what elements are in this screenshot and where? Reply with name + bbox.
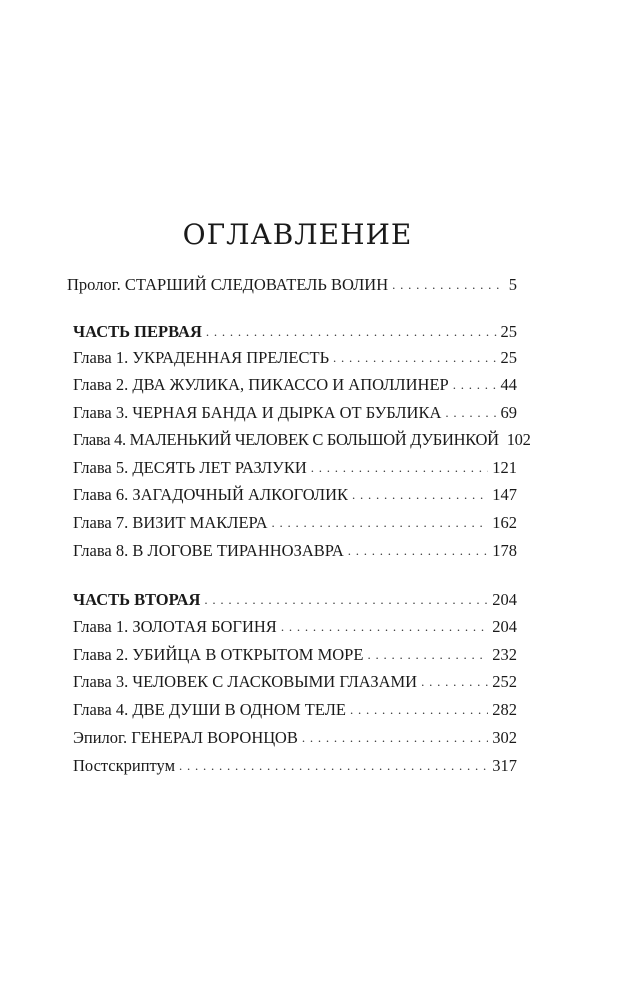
dot-leader: [367, 647, 488, 663]
toc-entry-chapter: [73, 700, 517, 722]
toc-part-heading: ЧАСТЬ ВТОРАЯ: [73, 590, 201, 609]
dot-leader: [206, 324, 497, 340]
toc-page-number: 204: [492, 617, 517, 636]
page-title: ОГЛАВЛЕНИЕ: [182, 218, 413, 251]
toc-entry-label: Глава 6. ЗАГАДОЧНЫЙ АЛКОГОЛИК: [73, 485, 348, 504]
dot-leader: [272, 515, 489, 531]
dot-leader: [179, 758, 488, 774]
toc-entry-part-1: [73, 322, 517, 344]
toc-entry-label: Пролог. СТАРШИЙ СЛЕДОВАТЕЛЬ ВОЛИН: [67, 275, 389, 294]
toc-entry-chapter: [73, 485, 517, 507]
toc-part-heading: ЧАСТЬ ПЕРВАЯ: [73, 322, 202, 341]
toc-page-number: 204: [492, 590, 517, 609]
toc-entry-label: Глава 7. ВИЗИТ МАКЛЕРА: [73, 513, 268, 532]
toc-entry-label: Глава 5. ДЕСЯТЬ ЛЕТ РАЗЛУКИ: [73, 458, 307, 477]
toc-entry-epilogue: [73, 728, 517, 750]
dot-leader: [302, 730, 488, 746]
dot-leader: [453, 377, 497, 393]
toc-entry-chapter: [73, 430, 531, 452]
toc-entry-label: Глава 2. ДВА ЖУЛИКА, ПИКАССО И АПОЛЛИНЕР: [73, 375, 449, 394]
toc-page-number: 102: [506, 430, 531, 449]
dot-leader: [204, 592, 488, 608]
toc-entry-label: Постскриптум: [73, 756, 176, 775]
toc-entry-chapter: [73, 541, 517, 563]
toc-entry-label: Глава 4. МАЛЕНЬКИЙ ЧЕЛОВЕК С БОЛЬШОЙ ДУБИНКОЙ: [73, 430, 499, 449]
dot-leader: [311, 460, 488, 476]
dot-leader: [352, 487, 488, 503]
toc-entry-chapter: [73, 458, 517, 480]
toc-entry-label: Глава 3. ЧЕРНАЯ БАНДА И ДЫРКА ОТ БУБЛИКА: [73, 403, 442, 422]
toc-page-number: 317: [492, 756, 517, 775]
toc-entry-part-2: [73, 590, 517, 612]
toc-page-number: 121: [492, 458, 517, 477]
dot-leader: [350, 702, 488, 718]
toc-entry-chapter: [73, 617, 517, 639]
dot-leader: [392, 277, 505, 293]
dot-leader: [421, 674, 488, 690]
toc-page-number: 25: [500, 348, 517, 367]
dot-leader: [281, 619, 488, 635]
toc-entry-chapter: [73, 375, 517, 397]
toc-entry-label: Глава 8. В ЛОГОВЕ ТИРАННОЗАВРА: [73, 541, 344, 560]
toc-page-number: 44: [500, 375, 517, 394]
toc-page-number: 252: [492, 672, 517, 691]
dot-leader: [445, 405, 496, 421]
toc-entry-chapter: [73, 513, 517, 535]
toc-entry-label: Глава 1. УКРАДЕННАЯ ПРЕЛЕСТЬ: [73, 348, 330, 367]
toc-entry-chapter: [73, 672, 517, 694]
toc-page-number: 232: [492, 645, 517, 664]
toc-entry-chapter: [73, 403, 517, 425]
toc-page-number: 302: [492, 728, 517, 747]
toc-page-number: 69: [500, 403, 517, 422]
toc-entry-label: Глава 3. ЧЕЛОВЕК С ЛАСКОВЫМИ ГЛАЗАМИ: [73, 672, 418, 691]
toc-entry-chapter: [73, 645, 517, 667]
dot-leader: [333, 350, 496, 366]
toc-page-number: 282: [492, 700, 517, 719]
toc-entry-label: Глава 1. ЗОЛОТАЯ БОГИНЯ: [73, 617, 277, 636]
toc-entry-label: Глава 4. ДВЕ ДУШИ В ОДНОМ ТЕЛЕ: [73, 700, 346, 719]
toc-entry-chapter: [73, 348, 517, 370]
toc-page-number: 25: [500, 322, 517, 341]
toc-page-number: 147: [492, 485, 517, 504]
dot-leader: [348, 543, 488, 559]
toc-entry-postscript: [73, 756, 517, 778]
toc-entry-prologue: [67, 275, 517, 297]
toc-entry-label: Глава 2. УБИЙЦА В ОТКРЫТОМ МОРЕ: [73, 645, 364, 664]
toc-page-number: 162: [492, 513, 517, 532]
toc-page-number: 178: [492, 541, 517, 560]
toc-entry-label: Эпилог. ГЕНЕРАЛ ВОРОНЦОВ: [73, 728, 298, 747]
toc-page-number: 5: [508, 275, 517, 294]
